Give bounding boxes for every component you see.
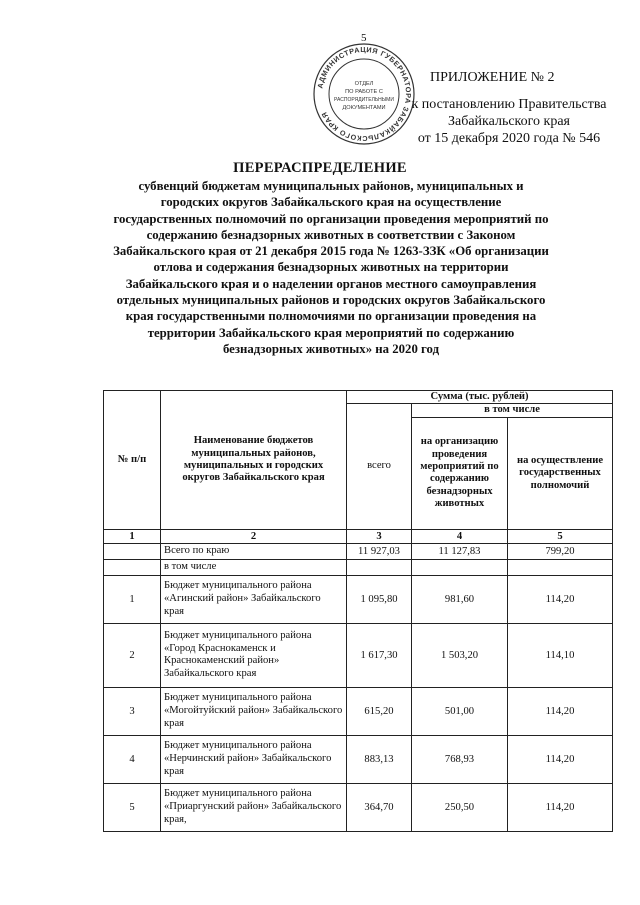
col-number-3: 3 [347, 529, 412, 543]
row-col4: 768,93 [412, 735, 508, 783]
stamp-line-3: РАСПОРЯДИТЕЛЬНЫМИ [334, 97, 394, 103]
row-total: 615,20 [347, 687, 412, 735]
document-subtitle: субвенций бюджетам муниципальных районов, муниципальных и городских округов Забайкальского края на осуществление государственных полномочий по организации проведения мероприятий по содержанию безнадзорных животных в соответствии с Законом Забайкальского края от 21 декабря 2015 года № 1263-ЗЗК «Об организации отлова и содержания безнадзорных животных на территории Забайкальского края и о наделении органов местного самоуправления отдельных муниципальных районов и городских округов Забайкальского края государственными полномочиями по организации проведения на территории Забайкальского края мероприятий по содержанию безнадзорных животных» на 2020 год [113, 179, 549, 356]
incl-row [104, 559, 613, 575]
row-name: Бюджет муниципального района «Приаргунский район» Забайкальского края, [161, 783, 347, 831]
table-row [104, 783, 613, 831]
row-total: 883,13 [347, 735, 412, 783]
total-row [104, 543, 613, 559]
row-total: 364,70 [347, 783, 412, 831]
row-col5: 114,20 [508, 783, 613, 831]
header-total: всего [347, 404, 412, 529]
document-title: ПЕРЕРАСПРЕДЕЛЕНИЕ [233, 160, 407, 176]
total-col5: 799,20 [508, 543, 613, 559]
decree-line-1: к постановлению Правительства [411, 97, 607, 112]
col-number-2: 2 [161, 529, 347, 543]
total-label: Всего по краю [161, 543, 347, 559]
row-col4: 981,60 [412, 575, 508, 623]
total-col4: 11 127,83 [412, 543, 508, 559]
incl-label: в том числе [161, 559, 347, 575]
decree-reference [394, 96, 624, 147]
row-col5: 114,20 [508, 735, 613, 783]
row-col5: 114,20 [508, 575, 613, 623]
decree-line-3: от 15 декабря 2020 года № 546 [417, 131, 601, 146]
col-number-5: 5 [508, 529, 613, 543]
redistribution-table [103, 390, 613, 832]
table-row [104, 687, 613, 735]
row-col4: 1 503,20 [412, 623, 508, 687]
header-col4: на организацию проведения мероприятий по содержанию безнадзорных животных [412, 417, 508, 529]
row-col4: 250,50 [412, 783, 508, 831]
table-row [104, 575, 613, 623]
stamp-line-4: ДОКУМЕНТАМИ [342, 105, 386, 111]
row-num: 5 [104, 783, 161, 831]
table-row [104, 623, 613, 687]
row-col5: 114,10 [508, 623, 613, 687]
col-number-1: 1 [104, 529, 161, 543]
header-incl: в том числе [412, 404, 613, 417]
header-name: Наименование бюджетов муниципальных районов, муниципальных и городских округов Забайкальского края [161, 391, 347, 530]
row-name: Бюджет муниципального района «Нерчинский район» Забайкальского края [161, 735, 347, 783]
row-num: 4 [104, 735, 161, 783]
row-num: 3 [104, 687, 161, 735]
row-num: 1 [104, 575, 161, 623]
header-sum: Сумма (тыс. рублей) [347, 391, 613, 404]
stamp-line-1: ОТДЕЛ [354, 81, 374, 87]
header-num: № п/п [104, 391, 161, 530]
row-total: 1 617,30 [347, 623, 412, 687]
row-col5: 114,20 [508, 687, 613, 735]
row-num: 2 [104, 623, 161, 687]
page-number: 5 [361, 32, 367, 44]
row-col4: 501,00 [412, 687, 508, 735]
appendix-label: ПРИЛОЖЕНИЕ № 2 [430, 70, 555, 85]
decree-line-2: Забайкальского края [447, 114, 570, 129]
table-row [104, 735, 613, 783]
header-col5: на осуществление государственных полномочий [508, 417, 613, 529]
stamp-line-2: ПО РАБОТЕ С [345, 89, 383, 95]
row-name: Бюджет муниципального района «Агинский район» Забайкальского края [161, 575, 347, 623]
col-number-4: 4 [412, 529, 508, 543]
row-total: 1 095,80 [347, 575, 412, 623]
row-name: Бюджет муниципального района «Город Краснокаменск и Краснокаменский район» Забайкальского края [161, 623, 347, 687]
total-value: 11 927,03 [347, 543, 412, 559]
stamp-ring-text: АДМИНИСТРАЦИЯ ГУБЕРНАТОРА ЗАБАЙКАЛЬСКОГО КРАЯ [315, 44, 414, 144]
row-name: Бюджет муниципального района «Могойтуйский район» Забайкальского края [161, 687, 347, 735]
